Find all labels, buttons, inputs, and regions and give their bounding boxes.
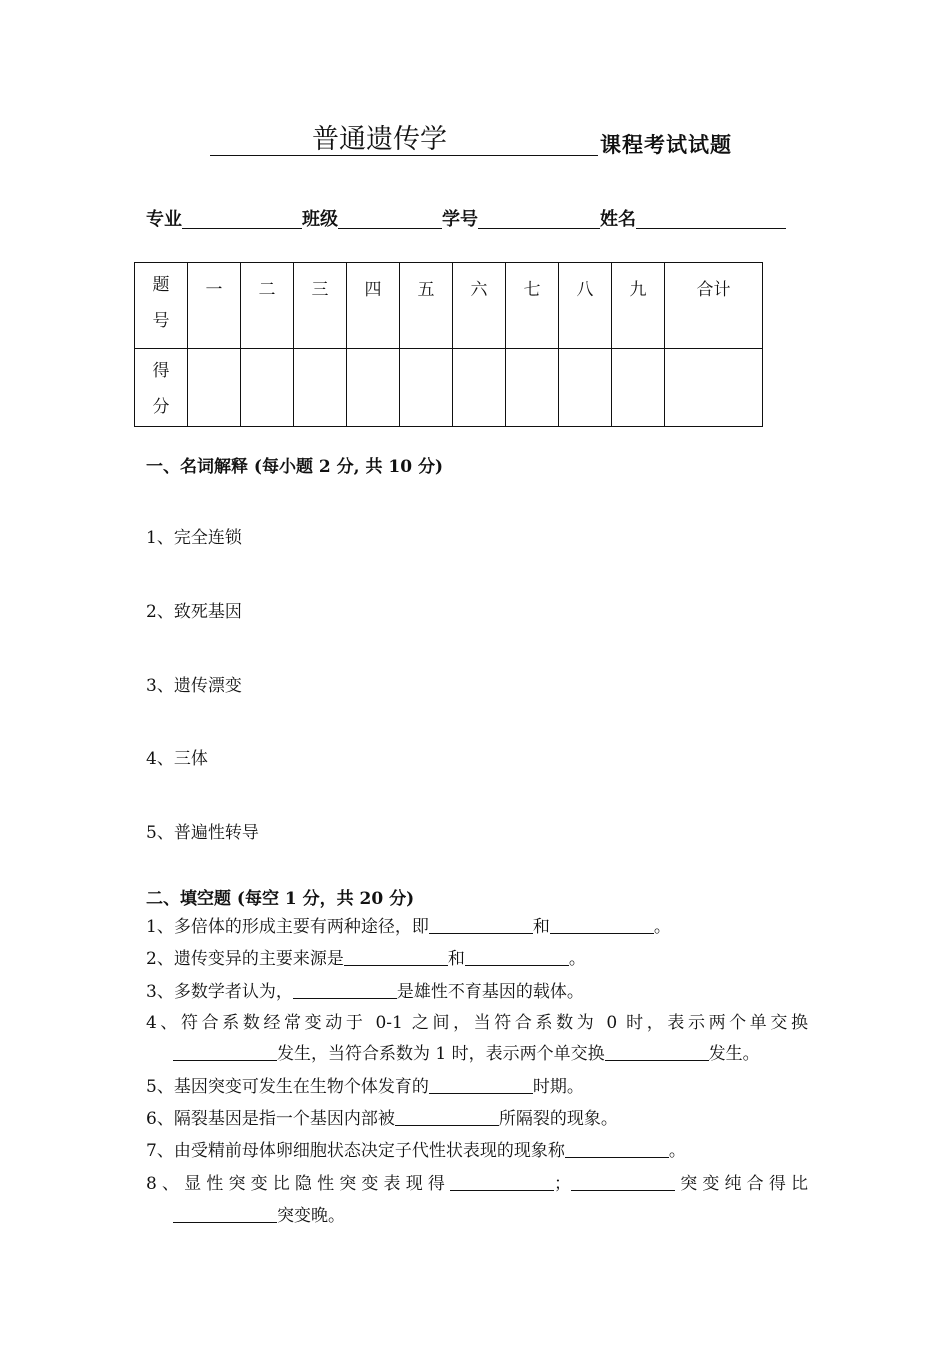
question-text: 1、多倍体的形成主要有两种途径，即 (146, 917, 429, 937)
question-text: 发生，当符合系数为 1 时，表示两个单交换 (277, 1044, 605, 1064)
answer-blank[interactable] (571, 1172, 675, 1191)
question-text: 突变纯合得比 (675, 1174, 808, 1194)
answer-blank[interactable] (344, 947, 448, 966)
fill-question-4-line-2 (146, 1039, 835, 1070)
col-header: 九 (612, 263, 665, 349)
answer-blank[interactable] (293, 980, 397, 999)
col-header: 二 (241, 263, 294, 349)
answer-blank[interactable] (450, 1172, 554, 1191)
score-cell[interactable] (559, 349, 612, 427)
answer-blank[interactable] (550, 915, 654, 934)
answer-blank[interactable] (605, 1042, 709, 1061)
fill-question-1 (146, 912, 808, 943)
score-cell[interactable] (506, 349, 559, 427)
question-text: 8、显性突变比隐性突变表现得 (146, 1174, 451, 1194)
fill-question-5 (146, 1072, 808, 1103)
term-item: 3、遗传漂变 (146, 676, 242, 696)
score-cell[interactable] (347, 349, 400, 427)
term-item: 4、三体 (146, 749, 208, 769)
class-label: 班级 (302, 209, 338, 230)
header-char: 得 (152, 361, 170, 381)
fill-question-6 (146, 1104, 808, 1135)
fill-question-8-line-2 (146, 1201, 835, 1232)
answer-blank[interactable] (395, 1107, 499, 1126)
fill-question-2 (146, 944, 808, 975)
score-header (135, 349, 188, 427)
score-cell[interactable] (188, 349, 241, 427)
score-cell[interactable] (294, 349, 347, 427)
col-header: 五 (400, 263, 453, 349)
question-text: 所隔裂的现象。 (498, 1109, 618, 1129)
question-text: 。 (653, 917, 671, 937)
question-text: 和 (447, 949, 465, 969)
answer-blank[interactable] (429, 915, 533, 934)
student-id-field[interactable] (478, 208, 600, 229)
question-text: 3、多数学者认为， (146, 982, 293, 1002)
question-text: 。 (668, 1141, 686, 1161)
score-table (134, 262, 763, 427)
name-label: 姓名 (600, 209, 636, 230)
question-text: 5、基因突变可发生在生物个体发育的 (146, 1077, 429, 1097)
fill-question-8-line-1 (146, 1169, 808, 1200)
question-text: 6、隔裂基因是指一个基因内部被 (146, 1109, 395, 1129)
question-text: 7、由受精前母体卵细胞状态决定子代性状表现的现象称 (146, 1141, 565, 1161)
col-header: 一 (188, 263, 241, 349)
question-text: 时期。 (532, 1077, 584, 1097)
answer-blank[interactable] (565, 1139, 669, 1158)
section-2-title: 二、填空题 (每空 1 分，共 20 分) (146, 889, 415, 909)
exam-label: 课程考试试题 (600, 132, 732, 157)
question-number-row (135, 263, 763, 349)
score-cell[interactable] (612, 349, 665, 427)
score-cell[interactable] (400, 349, 453, 427)
answer-blank[interactable] (465, 947, 569, 966)
question-text: 发生。 (708, 1044, 760, 1064)
major-label: 专业 (146, 209, 182, 230)
question-text: 2、遗传变异的主要来源是 (146, 949, 344, 969)
question-number-header (135, 263, 188, 349)
question-text: 和 (532, 917, 550, 937)
answer-blank[interactable] (173, 1204, 277, 1223)
term-item: 1、完全连锁 (146, 528, 242, 548)
col-header: 七 (506, 263, 559, 349)
term-item: 2、致死基因 (146, 602, 242, 622)
term-item: 5、普遍性转导 (146, 823, 259, 843)
course-name: 普通遗传学 (312, 124, 447, 155)
fill-question-3 (146, 977, 808, 1008)
header-char: 号 (152, 311, 170, 331)
name-field[interactable] (636, 208, 786, 229)
score-cell[interactable] (241, 349, 294, 427)
fill-question-7 (146, 1136, 808, 1167)
major-field[interactable] (182, 208, 302, 229)
section-1-title: 一、名词解释 (每小题 2 分, 共 10 分) (146, 457, 444, 477)
col-header: 三 (294, 263, 347, 349)
question-text: 是雄性不育基因的载体。 (396, 982, 584, 1002)
title-underline (210, 154, 598, 156)
header-char: 题 (152, 275, 170, 295)
total-header: 合计 (665, 263, 763, 349)
score-cell[interactable] (453, 349, 506, 427)
question-text: ； (554, 1174, 572, 1194)
fill-question-4-line-1: 4、符合系数经常变动于 0-1 之间，当符合系数为 0 时，表示两个单交换 (146, 1013, 808, 1033)
answer-blank[interactable] (173, 1042, 277, 1061)
col-header: 四 (347, 263, 400, 349)
student-info-row (146, 205, 786, 231)
total-score-cell[interactable] (665, 349, 763, 427)
col-header: 八 (559, 263, 612, 349)
class-field[interactable] (338, 208, 442, 229)
question-text: 。 (568, 949, 586, 969)
header-char: 分 (152, 397, 170, 417)
col-header: 六 (453, 263, 506, 349)
question-text: 突变晚。 (277, 1206, 345, 1226)
answer-blank[interactable] (429, 1075, 533, 1094)
student-id-label: 学号 (442, 209, 478, 230)
score-row (135, 349, 763, 427)
